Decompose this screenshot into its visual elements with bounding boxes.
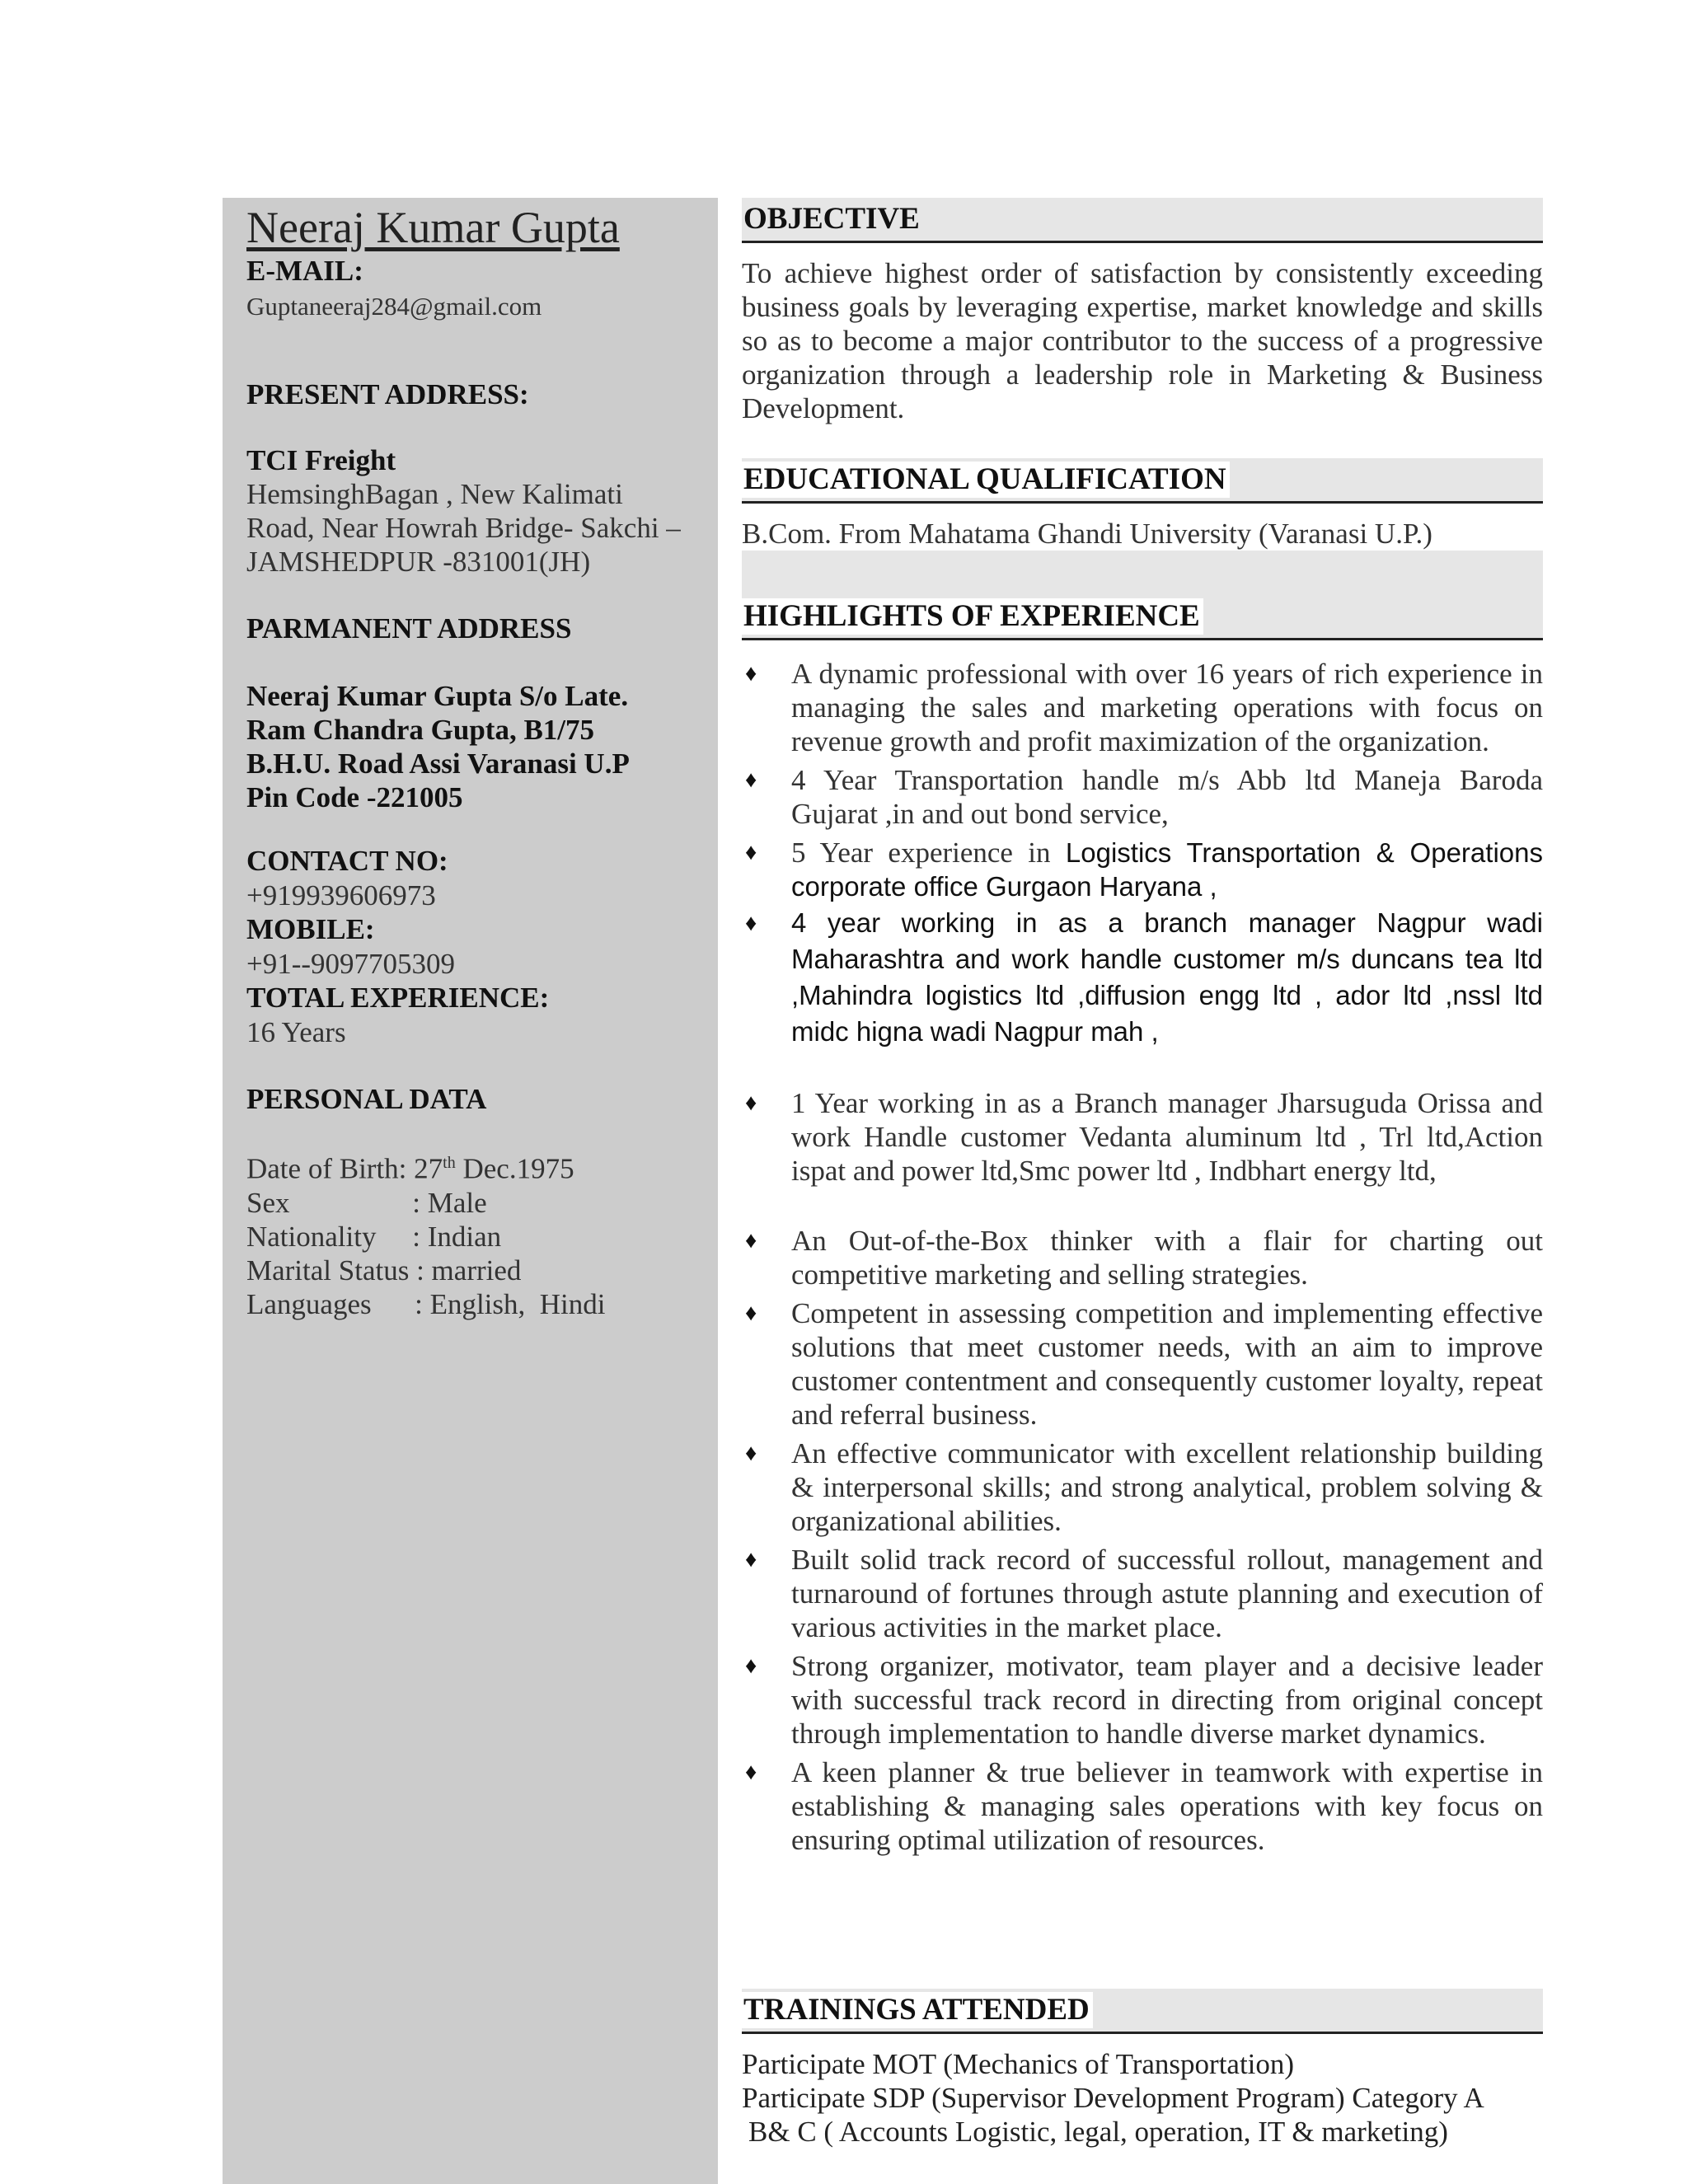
diamond-bullet-icon: ♦ [745,661,757,687]
marital-row: Marital Status : married [246,1254,522,1286]
candidate-name: Neeraj Kumar Gupta [246,203,620,252]
objective-text: To achieve highest order of satisfaction by consistently exceeding business goals by leveraging expertise, market knowledge and skills so as to become a major contributor to the success of a progressive organization through a leadership role in Marketing & Business Development. [742,257,1543,424]
email-value: Guptaneeraj284@gmail.com [246,292,542,321]
list-item: ♦ Strong organizer, motivator, team player and a decisive leader with successful track record in directing from original concept through implementation to handle diverse market dynamics. [745,1650,1543,1750]
personal-data-label: PERSONAL DATA [246,1083,487,1115]
highlights-title: HIGHLIGHTS OF EXPERIENCE [742,598,1203,635]
present-address-label: PRESENT ADDRESS: [246,378,529,410]
permanent-address-label: PARMANENT ADDRESS [246,612,572,644]
main-column [742,198,1543,2149]
education-text: B.Com. From Mahatama Ghandi University (Varanasi U.P.) [742,518,1432,550]
objective-title: OBJECTIVE [743,202,920,236]
list-item: ♦ Built solid track record of successful rollout, management and turnaround of fortunes through astute planning and execution of various activities in the market place. [745,1544,1543,1643]
dob-row [246,1146,718,1186]
diamond-bullet-icon: ♦ [745,1301,757,1326]
present-address-line: JAMSHEDPUR -831001(JH) [246,546,591,578]
diamond-bullet-icon: ♦ [745,910,757,935]
diamond-bullet-icon: ♦ [745,840,757,865]
training-item: Participate SDP (Supervisor Development Program) Category A [742,2082,1484,2114]
contact-value: +919939606973 [246,879,436,912]
education-title: EDUCATIONAL QUALIFICATION [742,462,1230,498]
contact-label: CONTACT NO: [246,845,448,877]
email-label: E-MAIL: [246,255,363,287]
languages-row: Languages : English, Hindi [246,1287,606,1320]
diamond-bullet-icon: ♦ [745,1653,757,1679]
diamond-bullet-icon: ♦ [745,1760,757,1785]
dob-sup: th [443,1154,456,1172]
education-header [742,458,1543,504]
training-item: B& C ( Accounts Logistic, legal, operation, IT & marketing) [748,2116,1448,2148]
mobile-label: MOBILE: [246,913,375,945]
permanent-address-line: B.H.U. Road Assi Varanasi U.P [246,748,630,780]
list-item: ♦ 4 Year Transportation handle m/s Abb ltd Maneja Baroda Gujarat ,in and out bond service, [745,764,1543,830]
mobile-value: +91--9097705309 [246,948,456,980]
list-item: ♦ 4 year working in as a branch manager Nagpur wadi Maharashtra and work handle customer m/s duncans tea ltd ,Mahindra logistics ltd ,diffusion engg ltd , ador ltd ,nssl ltd midc higna wadi Nagpur mah , [742,905,1543,1050]
diamond-bullet-icon: ♦ [745,1547,757,1572]
nationality-row: Nationality : Indian [246,1220,502,1253]
present-address-line: HemsinghBagan , New Kalimati [246,478,623,510]
objective-header [742,198,1543,243]
diamond-bullet-icon: ♦ [745,1228,757,1254]
permanent-address-line: Ram Chandra Gupta, B1/75 [246,714,595,746]
highlights-list [742,657,1543,1857]
trainings-header [742,1989,1543,2034]
trainings-title: TRAININGS ATTENDED [742,1992,1093,2028]
left-sidebar [223,198,718,2184]
list-item: ♦ 5 Year experience in Logistics Transportation & Operations corporate office Gurgaon Haryana , [745,837,1543,902]
permanent-address-line: Pin Code -221005 [246,781,463,813]
permanent-address-line: Neeraj Kumar Gupta S/o Late. [246,680,629,712]
present-address-line: Road, Near Howrah Bridge- Sakchi – [246,512,681,544]
list-item: ♦ Competent in assessing competition and implementing effective solutions that meet customer needs, with an aim to improve customer contentment and consequently customer loyalty, repeat and referral business. [745,1297,1543,1431]
experience-label: TOTAL EXPERIENCE: [246,982,550,1014]
list-item: ♦ An Out-of-the-Box thinker with a flair for charting out competitive marketing and selling strategies. [745,1225,1543,1291]
sex-row: Sex : Male [246,1186,487,1219]
diamond-bullet-icon: ♦ [745,767,757,793]
list-item: ♦ An effective communicator with excellent relationship building & interpersonal skills; and strong analytical, problem solving & organizational abilities. [745,1437,1543,1537]
training-item: Participate MOT (Mechanics of Transportation) [742,2048,1295,2080]
dob-suffix: Dec.1975 [455,1152,574,1185]
list-item: ♦ 1 Year working in as a Branch manager Jharsuguda Orissa and work Handle customer Vedanta aluminum ltd , Trl ltd,Action ispat and power ltd,Smc power ltd , Indbhart energy ltd, [745,1087,1543,1187]
list-item: ♦ A dynamic professional with over 16 years of rich experience in managing the sales and marketing operations with focus on revenue growth and profit maximization of the organization. [745,658,1543,757]
experience-value: 16 Years [246,1016,346,1048]
highlights-header [742,595,1543,640]
dob-prefix: Date of Birth: 27 [246,1152,443,1185]
list-item: ♦ A keen planner & true believer in teamwork with expertise in establishing & managing sales operations with key focus on ensuring optimal utilization of resources. [745,1756,1543,1856]
diamond-bullet-icon: ♦ [745,1441,757,1466]
diamond-bullet-icon: ♦ [745,1090,757,1116]
present-company: TCI Freight [246,444,396,476]
